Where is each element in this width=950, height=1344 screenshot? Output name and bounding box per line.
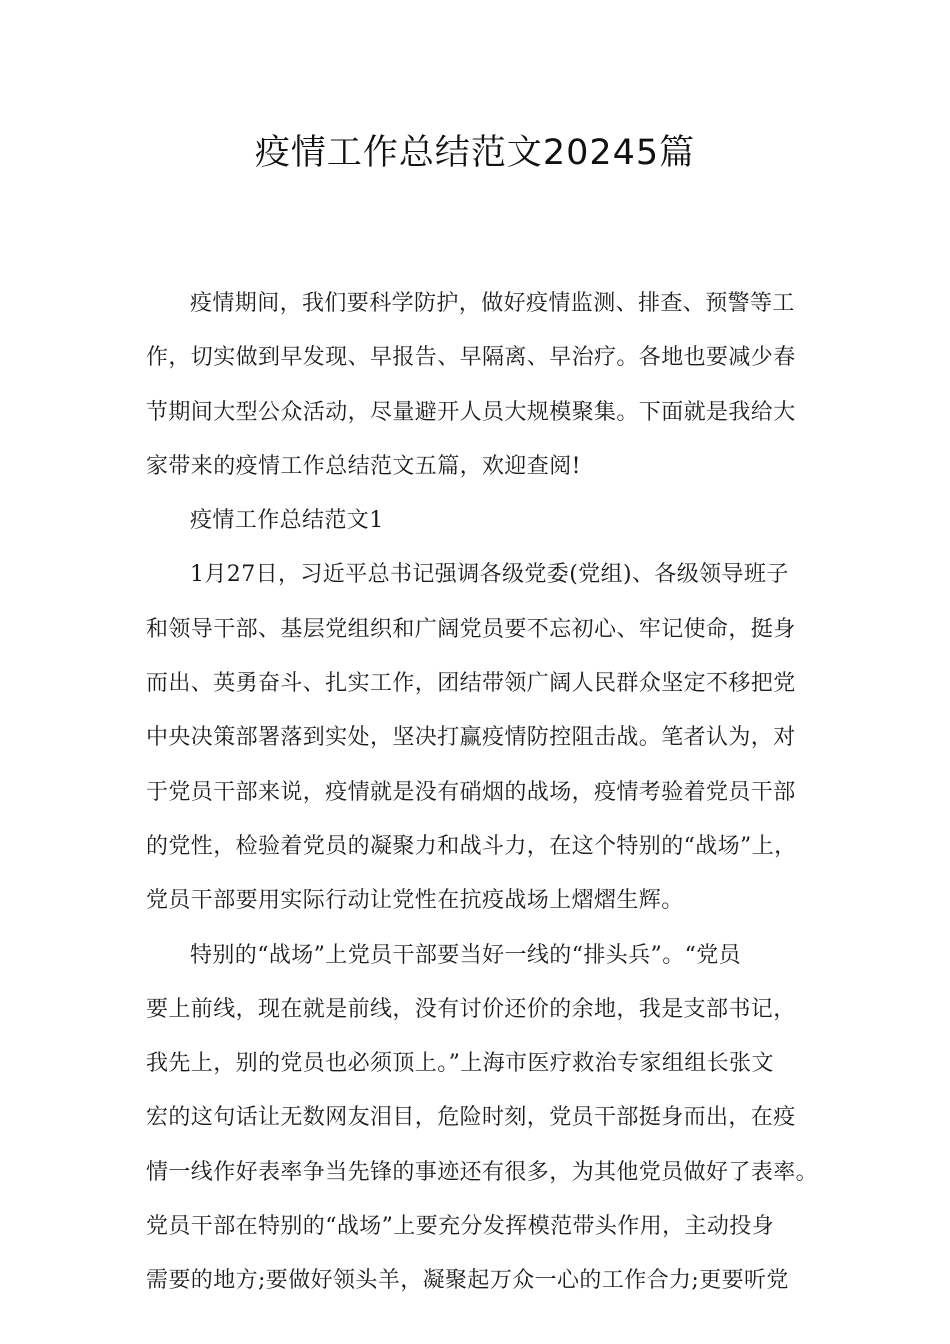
text-line: 情一线作好表率争当先锋的事迹还有很多，为其他党员做好了表率。 — [146, 1159, 819, 1185]
text-line: 1月27日，习近平总书记强调各级党委(党组)、各级领导班子 — [190, 562, 789, 588]
document-title: 疫情工作总结范文20245篇 — [254, 133, 696, 173]
text-line: 特别的“战场”上党员干部要当好一线的“排头兵”。“党员 — [190, 942, 742, 968]
text-line: 于党员干部来说，疫情就是没有硝烟的战场，疫情考验着党员干部 — [146, 779, 796, 805]
document-body — [146, 284, 819, 1316]
text-line: 党员干部要用实际行动让党性在抗疫战场上熠熠生辉。 — [146, 888, 684, 914]
text-line: 作，切实做到早发现、早报告、早隔离、早治疗。各地也要减少春 — [146, 345, 796, 371]
text-line: 疫情期间，我们要科学防护，做好疫情监测、排查、预警等工 — [190, 291, 795, 316]
text-line: 节期间大型公众活动，尽量避开人员大规模聚集。下面就是我给大 — [146, 399, 796, 425]
text-line: 要上前线，现在就是前线，没有讨价还价的余地，我是支部书记， — [146, 996, 796, 1022]
text-line: 我先上，别的党员也必须顶上。”上海市医疗救治专家组组长张文 — [146, 1051, 774, 1077]
text-line: 而出、英勇奋斗、扎实工作，团结带领广阔人民群众坚定不移把党 — [146, 671, 796, 697]
text-line: 党员干部在特别的“战场”上要充分发挥模范带头作用，主动投身 — [146, 1214, 775, 1240]
text-line: 和领导干部、基层党组织和广阔党员要不忘初心、牢记使命，挺身 — [146, 616, 796, 642]
text-line: 家带来的疫情工作总结范文五篇，欢迎查阅! — [146, 453, 581, 479]
text-line: 的党性，检验着党员的凝聚力和战斗力，在这个特别的“战场”上， — [146, 833, 797, 859]
text-line: 需要的地方;要做好领头羊，凝聚起万众一心的工作合力;更要听党 — [146, 1268, 789, 1294]
text-line: 中央决策部署落到实处，坚决打赢疫情防控阻击战。笔者认为，对 — [146, 725, 796, 751]
text-line: 宏的这句话让无数网友泪目，危险时刻，党员干部挺身而出，在疫 — [146, 1105, 796, 1131]
text-line: 疫情工作总结范文1 — [190, 508, 384, 534]
